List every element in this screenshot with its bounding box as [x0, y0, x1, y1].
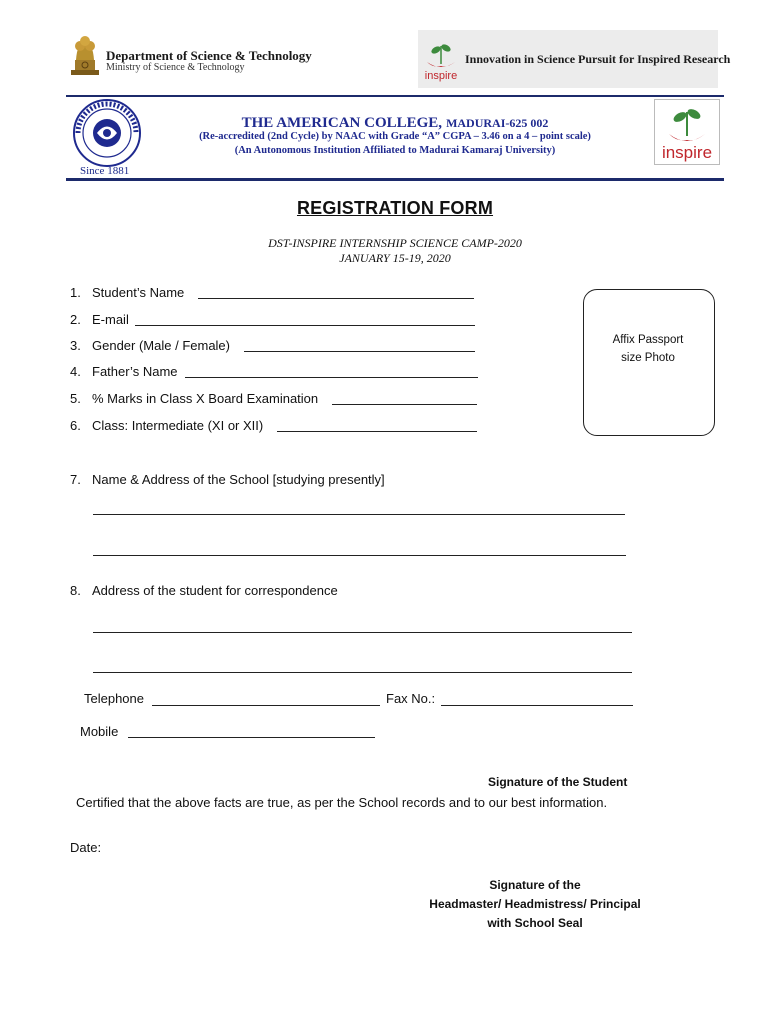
- college-city: MADURAI-625 002: [446, 116, 549, 130]
- college-name: THE AMERICAN COLLEGE,: [241, 115, 443, 131]
- field-school-address: 7. Name & Address of the School [studying presently]: [70, 472, 385, 487]
- date-label: Date:: [70, 840, 102, 855]
- field-marks: 5. % Marks in Class X Board Examination: [70, 391, 319, 406]
- form-title: REGISTRATION FORM: [296, 198, 494, 218]
- dst-subtitle: Ministry of Science & Technology: [106, 62, 245, 73]
- telephone-label: Telephone: [84, 691, 144, 706]
- camp-dates: JANUARY 15-19, 2020: [339, 251, 451, 265]
- autonomous-line: (An Autonomous Institution Affiliated to Madurai Kamaraj University): [234, 145, 556, 156]
- header-rule-top: [66, 95, 724, 97]
- fax-label: Fax No.:: [386, 691, 436, 706]
- dst-title: Department of Science & Technology: [106, 48, 312, 63]
- camp-title: DST-INSPIRE INTERNSHIP SCIENCE CAMP-2020: [268, 236, 522, 250]
- field-student-address: 8. Address of the student for correspondence: [70, 583, 338, 598]
- field-father-name: 4. Father’s Name: [70, 364, 178, 379]
- mobile-line[interactable]: [128, 737, 375, 738]
- field-gender: 3. Gender (Male / Female): [70, 338, 230, 353]
- inspire-logo-box: [654, 99, 720, 165]
- mobile-label: Mobile: [80, 724, 119, 739]
- student-name-line[interactable]: [198, 298, 474, 299]
- inspire-logo-icon: [655, 100, 719, 164]
- field-class: 6. Class: Intermediate (XI or XII): [70, 418, 264, 433]
- banner-text: Innovation in Science Pursuit for Inspired Research: [465, 52, 731, 66]
- accreditation-line: (Re-accredited (2nd Cycle) by NAAC with Grade “A” CGPA – 3.46 on a 4 – point scale): [199, 131, 591, 142]
- school-address-line-1[interactable]: [93, 514, 625, 515]
- fax-line[interactable]: [441, 705, 633, 706]
- gender-line[interactable]: [244, 351, 475, 352]
- marks-line[interactable]: [332, 404, 477, 405]
- inspire-logo-text: inspire: [424, 70, 458, 82]
- inspire-logo-text: inspire: [661, 143, 713, 162]
- inspire-logo-icon: [421, 38, 461, 82]
- header-rule-bottom: [66, 178, 724, 181]
- college-title: [150, 114, 640, 132]
- photo-instruction: Affix Passport size Photo: [612, 334, 684, 364]
- principal-signature-block: Signature of the Headmaster/ Headmistress/ Principal with School Seal: [429, 878, 641, 930]
- student-signature-label: Signature of the Student: [488, 775, 628, 789]
- student-address-line-1[interactable]: [93, 632, 632, 633]
- field-email: 2. E-mail: [70, 312, 129, 327]
- field-student-name: 1. Student’s Name: [70, 285, 185, 300]
- class-line[interactable]: [277, 431, 477, 432]
- student-address-line-2[interactable]: [93, 672, 632, 673]
- national-emblem-icon: [67, 30, 103, 82]
- certification-text: Certified that the above facts are true, as per the School records and to our best information.: [76, 795, 608, 810]
- college-seal-icon: [70, 98, 144, 170]
- father-name-line[interactable]: [185, 377, 478, 378]
- telephone-line[interactable]: [152, 705, 380, 706]
- email-line[interactable]: [135, 325, 475, 326]
- since-year: Since 1881: [80, 165, 130, 177]
- school-address-line-2[interactable]: [93, 555, 626, 556]
